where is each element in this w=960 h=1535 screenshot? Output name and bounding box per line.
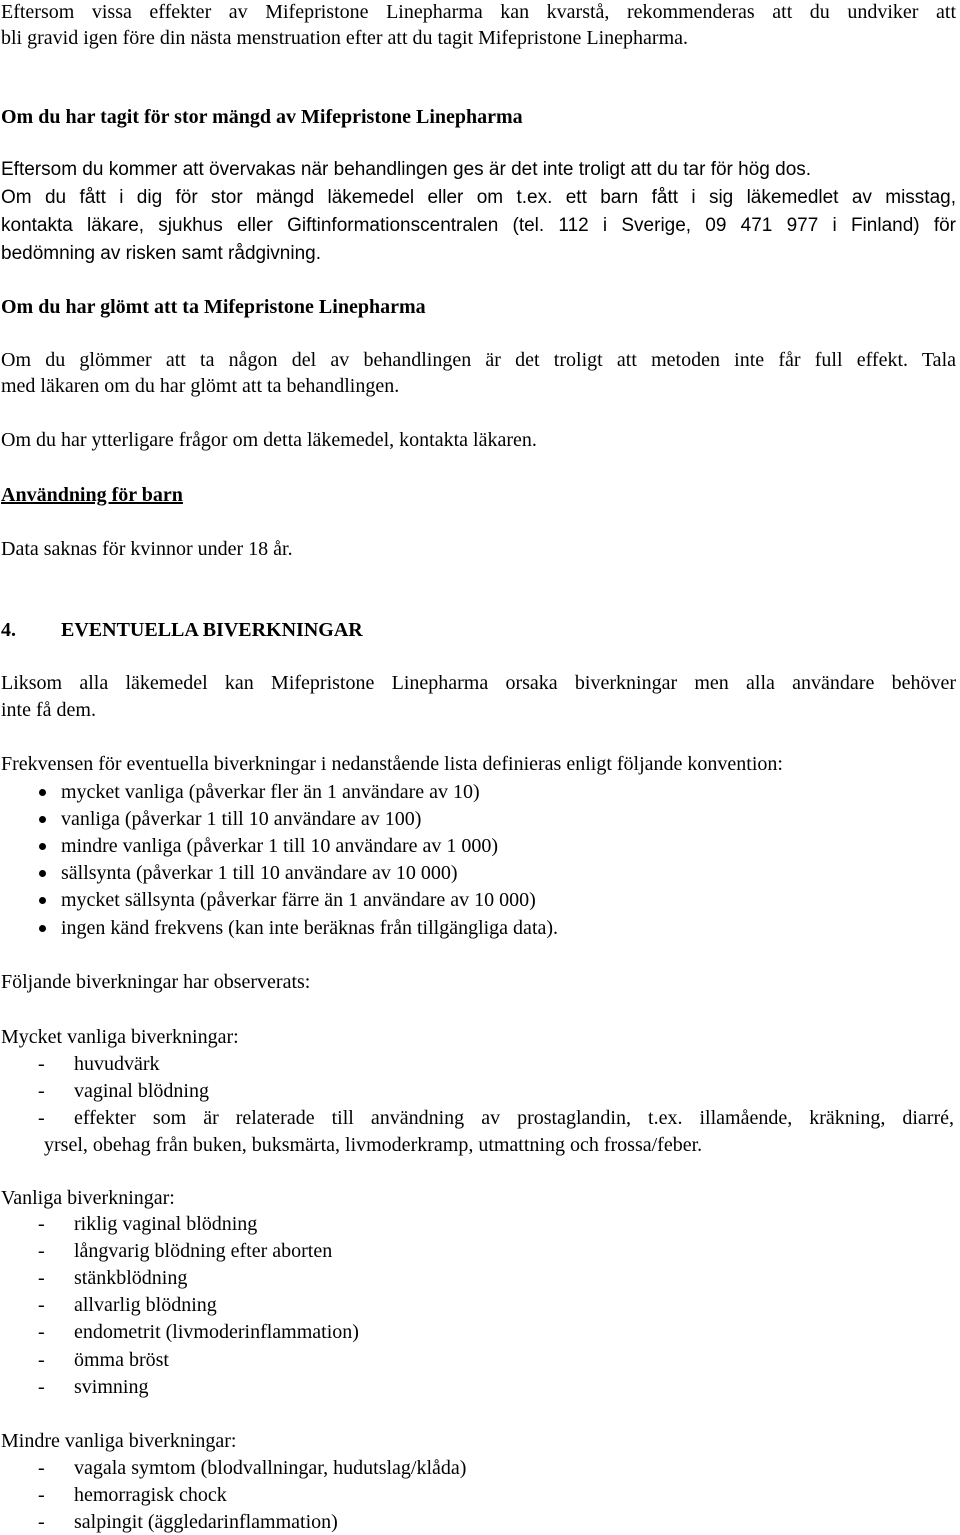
- common-item-text: allvarlig blödning: [74, 1294, 217, 1316]
- dash-marker: -: [38, 1511, 45, 1533]
- children-heading: Användning för barn: [1, 484, 183, 506]
- intro-line-1: Eftersom vissa effekter av Mifepristone Linepharma kan kvarstå, rekommenderas att du undviker att: [1, 1, 956, 23]
- common-item-text: riklig vaginal blödning: [74, 1213, 258, 1235]
- frequency-intro: Frekvensen för eventuella biverkningar i nedanstående lista definieras enligt följande konvention:: [1, 753, 783, 775]
- bullet-icon: [39, 843, 46, 850]
- very-common-heading: Mycket vanliga biverkningar:: [1, 1026, 239, 1048]
- dash-marker: -: [38, 1457, 45, 1479]
- dash-marker: -: [38, 1213, 45, 1235]
- frequency-item-text: mindre vanliga (påverkar 1 till 10 användare av 1 000): [61, 835, 499, 857]
- bullet-icon: [39, 789, 46, 796]
- common-heading: Vanliga biverkningar:: [1, 1187, 175, 1209]
- bullet-icon: [39, 870, 46, 877]
- overdose-line-4: bedömning av risken samt rådgivning.: [1, 243, 322, 264]
- dash-marker: -: [38, 1321, 45, 1343]
- bullet-icon: [39, 816, 46, 823]
- bullet-icon: [39, 925, 46, 932]
- overdose-line-2: Om du fått i dig för stor mängd läkemedel eller om t.ex. ett barn fått i sig läkemedlet av misstag,: [1, 187, 956, 208]
- very-common-item-text: effekter som är relaterade till användning av prostaglandin, t.ex. illamående, kräkning, diarré,: [74, 1107, 954, 1129]
- bullet-icon: [39, 897, 46, 904]
- dash-marker: -: [38, 1240, 45, 1262]
- dash-marker: -: [38, 1107, 45, 1129]
- common-item-text: långvarig blödning efter aborten: [74, 1240, 333, 1262]
- very-common-item-text: vaginal blödning: [74, 1080, 209, 1102]
- overdose-line-3: kontakta läkare, sjukhus eller Giftinformationscentralen (tel. 112 i Sverige, 09 471 977 i Finland) för: [1, 215, 956, 236]
- dash-marker: -: [38, 1080, 45, 1102]
- frequency-item-text: mycket vanliga (påverkar fler än 1 användare av 10): [61, 781, 480, 803]
- dash-marker: -: [38, 1349, 45, 1371]
- frequency-item-text: vanliga (påverkar 1 till 10 användare av 100): [61, 808, 422, 830]
- section-4-title: EVENTUELLA BIVERKNINGAR: [61, 619, 363, 641]
- overdose-line-2-part: [1, 185, 956, 211]
- uncommon-item-text: hemorragisk chock: [74, 1484, 227, 1506]
- dash-marker: -: [38, 1484, 45, 1506]
- common-item-text: svimning: [74, 1376, 149, 1398]
- section-4-line-2: inte få dem.: [1, 699, 96, 721]
- very-common-continuation: yrsel, obehag från buken, buksmärta, livmoderkramp, utmattning och frossa/feber.: [44, 1134, 703, 1156]
- overdose-line-1: Eftersom du kommer att övervakas när behandlingen ges är det inte troligt att du tar för hög dos.: [1, 159, 812, 180]
- section-4-line-1: Liksom alla läkemedel kan Mifepristone Linepharma orsaka biverkningar men alla användare behöver: [1, 672, 956, 694]
- frequency-item-text: mycket sällsynta (påverkar färre än 1 användare av 10 000): [61, 889, 536, 911]
- common-item-text: stänkblödning: [74, 1267, 188, 1289]
- forgot-heading: Om du har glömt att ta Mifepristone Linepharma: [1, 296, 426, 318]
- frequency-item-text: ingen känd frekvens (kan inte beräknas från tillgängliga data).: [61, 917, 559, 939]
- forgot-line-2: med läkaren om du har glömt att ta behandlingen.: [1, 375, 400, 397]
- common-item-text: ömma bröst: [74, 1349, 169, 1371]
- section-4-number: 4.: [1, 619, 16, 641]
- uncommon-heading: Mindre vanliga biverkningar:: [1, 1430, 237, 1452]
- observed-intro: Följande biverkningar har observerats:: [1, 971, 311, 993]
- intro-line-2: bli gravid igen före din nästa menstruation efter att du tagit Mifepristone Linepharma.: [1, 27, 689, 49]
- uncommon-item-text: salpingit (äggledarinflammation): [74, 1511, 338, 1533]
- dash-marker: -: [38, 1053, 45, 1075]
- dash-marker: -: [38, 1376, 45, 1398]
- overdose-line-3-wrap: [1, 213, 956, 239]
- forgot-line-1: Om du glömmer att ta någon del av behandlingen är det troligt att metoden inte får full effekt. Tala: [1, 349, 956, 371]
- children-text: Data saknas för kvinnor under 18 år.: [1, 538, 293, 560]
- very-common-item-text: huvudvärk: [74, 1053, 160, 1075]
- dash-marker: -: [38, 1294, 45, 1316]
- overdose-heading: Om du har tagit för stor mängd av Mifepristone Linepharma: [1, 106, 523, 128]
- questions-text: Om du har ytterligare frågor om detta läkemedel, kontakta läkaren.: [1, 429, 537, 451]
- common-item-text: endometrit (livmoderinflammation): [74, 1321, 359, 1343]
- frequency-item-text: sällsynta (påverkar 1 till 10 användare av 10 000): [61, 862, 458, 884]
- dash-marker: -: [38, 1267, 45, 1289]
- uncommon-item-text: vagala symtom (blodvallningar, hudutslag/klåda): [74, 1457, 467, 1479]
